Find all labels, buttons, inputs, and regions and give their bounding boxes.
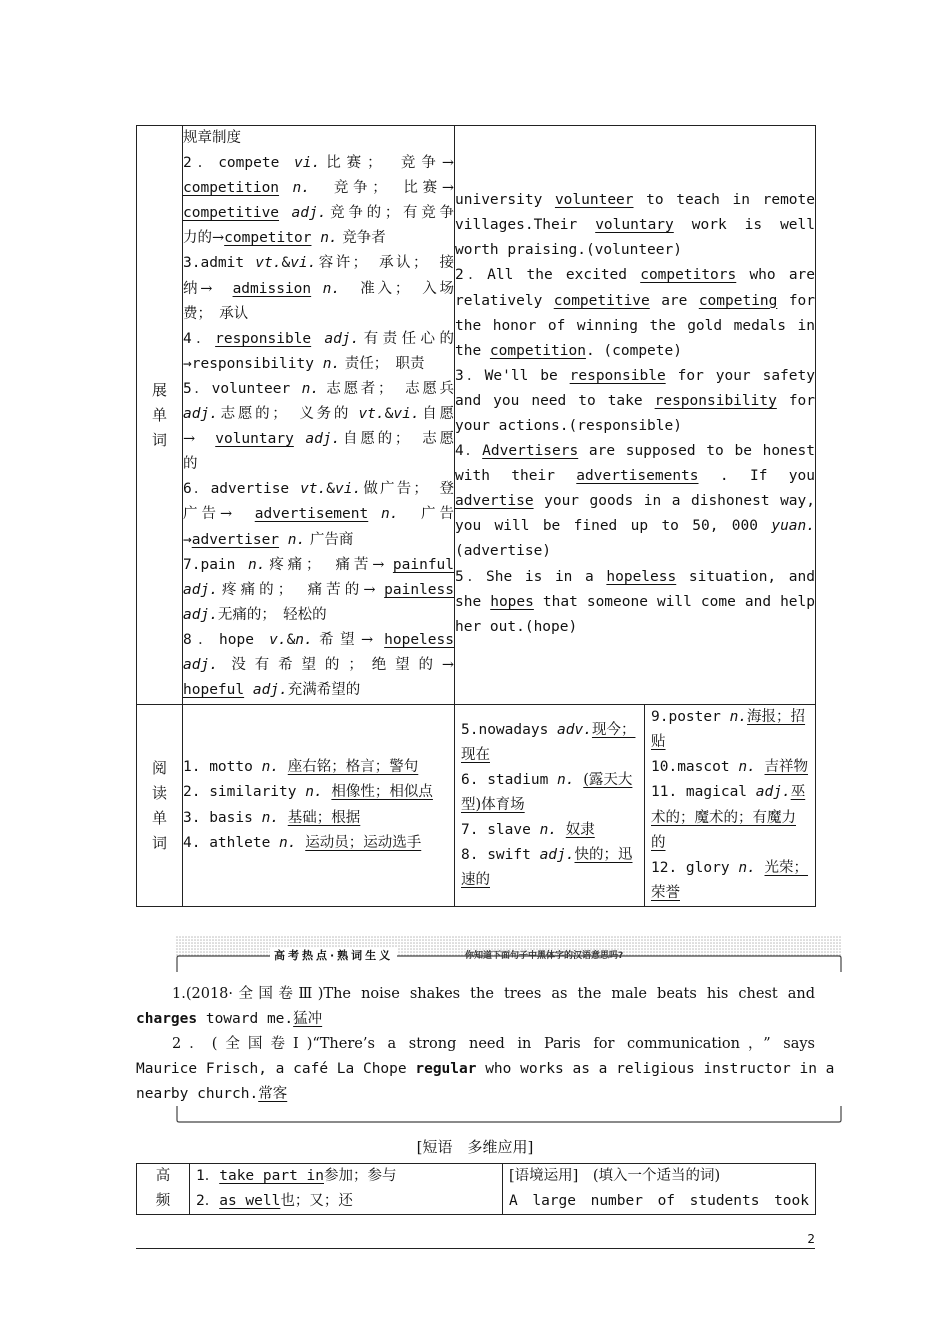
text-line xyxy=(183,126,454,151)
text-span: that someone will come and help xyxy=(533,593,815,610)
text-span: n. xyxy=(380,506,399,523)
text-span: 3.admit xyxy=(183,255,256,272)
text-line xyxy=(183,377,454,402)
text-line xyxy=(183,653,454,678)
text-span: work is well xyxy=(673,217,815,234)
text-span: adj. xyxy=(291,205,327,222)
text-span: v. xyxy=(269,631,287,648)
text-line xyxy=(509,1164,809,1189)
answer-text: volunteer xyxy=(554,192,634,209)
text-line xyxy=(455,590,815,615)
text-span: 力的→ xyxy=(183,230,225,247)
expand-vocab-row xyxy=(137,126,816,705)
text-span xyxy=(756,759,765,775)
text-span: n. xyxy=(557,771,575,788)
answer-text: competitor xyxy=(224,230,312,247)
text-span: to teach in remote xyxy=(633,192,815,209)
category-char: 频 xyxy=(155,1193,171,1209)
text-span: 责任； 职责 xyxy=(340,355,425,372)
text-line xyxy=(183,553,454,578)
text-span: vi. xyxy=(294,155,321,172)
text-span: 11. magical xyxy=(651,784,756,801)
text-line xyxy=(183,151,454,176)
text-line xyxy=(183,578,454,603)
text-span: 疼痛； 痛苦→ xyxy=(265,556,393,573)
text-span: 2. similarity xyxy=(183,784,306,801)
reading-vocab-col1 xyxy=(183,705,455,907)
text-span: & xyxy=(326,481,335,498)
text-span: → xyxy=(183,531,192,548)
text-line xyxy=(461,718,638,743)
text-span: n. xyxy=(729,709,748,726)
text-line xyxy=(455,464,815,489)
hot-topic-body xyxy=(136,982,835,1107)
reading-vocab-category xyxy=(137,705,183,907)
answer-text: Advertisers xyxy=(482,443,579,460)
phrases-right xyxy=(503,1164,816,1215)
text-span: 5．volunteer xyxy=(183,380,302,397)
text-line xyxy=(455,514,815,539)
text-span xyxy=(311,230,320,246)
category-char: 展 xyxy=(151,380,167,399)
text-span: 竞争者 xyxy=(337,230,386,247)
text-span: 6．advertise xyxy=(183,481,301,498)
text-line xyxy=(651,755,809,780)
text-span xyxy=(279,532,288,548)
answer-text: hopeful xyxy=(183,682,245,699)
text-line xyxy=(461,793,638,818)
text-span: n. xyxy=(261,809,280,826)
answer-text: 相像性；相似点 xyxy=(331,784,433,801)
answer-text: 速的 xyxy=(461,872,490,889)
text-line xyxy=(183,427,454,452)
text-span: 6. stadium xyxy=(461,771,558,788)
text-line xyxy=(183,176,454,201)
answer-text: hopes xyxy=(490,593,534,610)
text-line xyxy=(183,628,454,653)
text-span: 志愿的； 义务的 xyxy=(217,406,359,423)
text-span xyxy=(311,331,324,347)
text-span: 1． xyxy=(196,1168,220,1184)
category-char: 读 xyxy=(151,783,167,802)
text-span: nearby church. xyxy=(136,1086,259,1102)
answer-text: responsibility xyxy=(654,392,777,409)
text-line xyxy=(136,982,815,1007)
answer-text: 的 xyxy=(651,834,666,851)
text-span: 充满希望的 xyxy=(287,682,361,699)
text-line xyxy=(455,339,815,364)
hot-topic-subtitle: 你知道下面句子中黑体字的汉语意思吗? xyxy=(465,951,624,961)
text-span: 广告商 xyxy=(305,531,354,548)
text-span: 7.pain xyxy=(183,556,248,573)
text-span xyxy=(756,860,765,876)
text-span xyxy=(557,822,566,838)
text-span: 没有希望的；绝望的→ xyxy=(217,656,454,673)
text-line xyxy=(183,251,454,276)
text-line xyxy=(455,414,815,439)
text-span: 自愿的； 志愿 xyxy=(340,431,455,448)
answer-text: 光荣； xyxy=(764,859,809,876)
text-line xyxy=(183,780,454,805)
text-line xyxy=(183,831,454,856)
text-span: villages.Their xyxy=(455,217,596,234)
text-span xyxy=(244,682,253,698)
text-span: adj. xyxy=(252,682,288,699)
phrases-left xyxy=(190,1164,503,1215)
answer-text: (露天大 xyxy=(583,771,633,788)
text-span: & xyxy=(286,631,296,648)
text-span xyxy=(279,180,292,196)
text-span: 2．All the excited xyxy=(455,267,641,284)
answer-text: painful xyxy=(392,556,455,573)
answer-text: competition xyxy=(183,180,280,197)
text-line xyxy=(455,238,815,263)
text-span: and you need to take xyxy=(455,392,655,409)
answer-text: 现在 xyxy=(461,746,490,763)
text-span: & xyxy=(384,406,394,423)
answer-text: responsible xyxy=(569,367,666,384)
text-line xyxy=(183,327,454,352)
text-line xyxy=(651,730,809,755)
text-span: 2．compete xyxy=(183,155,295,172)
text-line xyxy=(455,314,815,339)
text-span: university xyxy=(455,192,555,209)
text-line xyxy=(461,743,638,768)
text-span: situation, and xyxy=(676,568,815,585)
text-line xyxy=(455,213,815,238)
text-span: 希望→ xyxy=(312,631,385,648)
text-line xyxy=(183,302,454,327)
text-span xyxy=(279,759,288,775)
text-span: you will be fined up to 50, 000 xyxy=(455,518,772,535)
text-span: 竞争的；有竞争 xyxy=(326,205,455,222)
text-span: 规章制度 xyxy=(183,130,241,146)
answer-text: competitive xyxy=(183,205,280,222)
text-span: n. xyxy=(301,380,320,397)
answer-text: 巫 xyxy=(790,784,806,801)
category-char: 单 xyxy=(151,808,167,827)
category-char: 阅 xyxy=(151,758,167,777)
text-line xyxy=(651,705,809,730)
answer-text: 快的；迅 xyxy=(574,847,633,864)
answer-text: as well xyxy=(219,1193,281,1209)
text-span: for your safety xyxy=(665,367,815,384)
answer-text: 奴隶 xyxy=(565,822,595,839)
text-span: 容许； 承认； 接 xyxy=(316,255,455,272)
text-span: & xyxy=(281,255,291,272)
text-span: for xyxy=(777,292,816,309)
text-line xyxy=(183,678,454,703)
text-span: 9.poster xyxy=(651,709,730,726)
text-line xyxy=(651,856,809,881)
hot-topic-title: 高考热点·熟词生义 xyxy=(270,947,397,963)
phrases-table xyxy=(136,1163,816,1215)
text-span: 参加；参与 xyxy=(324,1168,397,1184)
text-line xyxy=(455,188,815,213)
text-line xyxy=(455,439,815,464)
text-span: 3. basis xyxy=(183,809,262,826)
text-span: adj. xyxy=(183,606,218,623)
text-span: 竞争； 比赛→ xyxy=(309,180,454,197)
answer-text: take part in xyxy=(219,1168,324,1184)
text-line xyxy=(183,452,454,477)
text-span: for xyxy=(776,392,816,409)
text-line xyxy=(183,201,454,226)
text-span: 2． xyxy=(196,1193,220,1209)
text-span: n. xyxy=(305,784,323,801)
text-line xyxy=(183,755,454,780)
text-span: adj. xyxy=(183,406,218,423)
text-span: A large number of students took xyxy=(509,1193,809,1209)
text-span: adj. xyxy=(324,330,360,347)
text-line xyxy=(651,780,809,805)
text-span xyxy=(279,810,288,826)
answer-text: hopeless xyxy=(606,568,677,585)
text-span: adj. xyxy=(755,784,791,801)
text-span: n. xyxy=(322,280,341,297)
text-line xyxy=(183,277,454,302)
text-span: 无痛的； 轻松的 xyxy=(217,606,327,623)
text-span: n. xyxy=(287,531,306,548)
phrases-category xyxy=(137,1164,190,1215)
text-span: adj. xyxy=(183,656,218,673)
text-line xyxy=(651,806,809,831)
expand-vocab-right xyxy=(455,126,816,705)
text-line xyxy=(183,502,454,527)
text-span: 12. glory xyxy=(651,859,739,876)
text-span xyxy=(311,281,323,297)
text-span: 志愿者； 志愿兵 xyxy=(319,380,455,397)
answer-text: 常客 xyxy=(258,1086,288,1102)
text-span: relatively xyxy=(455,292,554,309)
text-span: she xyxy=(455,593,491,610)
text-span: 有责任心的 xyxy=(359,330,455,347)
text-span: 也；又；还 xyxy=(280,1193,353,1209)
expand-vocab-left xyxy=(183,126,455,705)
text-span: 8. swift xyxy=(461,847,540,864)
text-span: adj. xyxy=(305,431,341,448)
expand-vocab-category xyxy=(137,126,183,705)
text-span: the honor of winning the gold medals in xyxy=(455,317,815,334)
text-span: 4． xyxy=(455,443,483,460)
text-line xyxy=(196,1189,496,1214)
text-span: vt. xyxy=(300,481,327,498)
text-span: 疼痛的； 痛苦的→ xyxy=(217,581,385,598)
answer-text: 运动员；运动选手 xyxy=(305,834,422,851)
text-span xyxy=(297,835,306,851)
text-span: adj. xyxy=(539,847,575,864)
answer-text: 术的；魔术的；有魔力 xyxy=(651,809,796,826)
text-line xyxy=(136,1032,815,1057)
answer-text: advertisements xyxy=(576,468,699,485)
text-span xyxy=(279,205,291,221)
answer-text: advertise xyxy=(455,493,534,510)
text-span: n. xyxy=(279,834,297,851)
answer-text: painless xyxy=(384,581,454,598)
reading-vocab-col2 xyxy=(455,705,645,907)
text-span: n. xyxy=(292,180,310,197)
text-span: 广告→ xyxy=(183,506,255,523)
text-line xyxy=(455,615,815,640)
text-line xyxy=(461,818,638,843)
text-line xyxy=(196,1164,496,1189)
answer-text: competition xyxy=(489,342,586,359)
text-span: [语境运用] (填入一个适当的词) xyxy=(509,1168,721,1184)
category-char: 词 xyxy=(151,430,167,449)
text-line xyxy=(183,402,454,427)
text-line xyxy=(651,831,809,856)
reading-vocab-col3 xyxy=(645,705,816,907)
text-span: 纳→ xyxy=(183,280,233,297)
answer-text: 现今； xyxy=(591,721,636,738)
answer-text: advertiser xyxy=(191,531,280,548)
text-line xyxy=(461,843,638,868)
text-span: n. xyxy=(261,759,280,776)
text-span: your goods in a dishonest way, xyxy=(533,493,815,510)
text-span: toward me. xyxy=(197,1011,294,1027)
text-span: are supposed to be honest xyxy=(578,443,815,460)
text-span: 5.nowadays xyxy=(461,721,558,738)
category-char: 词 xyxy=(151,833,167,852)
text-span: n. xyxy=(247,556,266,573)
text-span: n. xyxy=(320,230,338,247)
text-line xyxy=(455,263,815,288)
answer-text: voluntary xyxy=(215,431,294,448)
answer-text: responsible xyxy=(215,330,312,347)
answer-text: 型)体育场 xyxy=(461,796,525,813)
text-span xyxy=(368,506,381,522)
text-span: . (compete) xyxy=(585,342,682,359)
text-span: your actions.(responsible) xyxy=(455,418,682,434)
answer-text: voluntary xyxy=(595,217,674,234)
text-span: vi. xyxy=(335,481,362,498)
text-span: 8．hope xyxy=(183,631,270,648)
text-span: Maurice Frisch, a café La Chope xyxy=(136,1061,416,1077)
text-span: adv. xyxy=(557,721,592,738)
text-line xyxy=(136,1057,835,1082)
text-span: . If you xyxy=(698,468,815,485)
text-span: 2．(全国卷Ⅰ)“There’s a strong need in Paris for communication，” says xyxy=(172,1036,815,1052)
text-span: →responsibility xyxy=(183,355,323,372)
answer-text: 座右铭；格言；警句 xyxy=(287,759,419,776)
text-span: with their xyxy=(455,468,577,485)
text-line xyxy=(136,1007,815,1032)
text-span: 1. motto xyxy=(183,759,262,776)
bold-keyword: regular xyxy=(415,1061,477,1077)
text-span: vi. xyxy=(290,255,317,272)
text-line xyxy=(455,364,815,389)
text-line xyxy=(183,806,454,831)
text-line xyxy=(183,528,454,553)
text-span: 4． xyxy=(183,330,216,347)
text-span: 1.(2018·全国卷Ⅲ)The noise shakes the trees as the male beats his chest and xyxy=(172,986,815,1002)
page-number: 2 xyxy=(807,1232,815,1246)
answer-text: 基础；根据 xyxy=(287,809,361,826)
category-char: 高 xyxy=(155,1168,171,1184)
category-char: 单 xyxy=(151,405,167,424)
text-span: 做广告； 登 xyxy=(361,481,455,498)
answer-text: advertisement xyxy=(254,506,369,523)
answer-text: 贴 xyxy=(651,734,666,751)
text-span: n. xyxy=(738,759,756,776)
text-span: 广告 xyxy=(398,506,455,523)
text-span: vt. xyxy=(358,406,385,423)
text-line xyxy=(461,768,638,793)
text-line xyxy=(455,489,815,514)
text-span: the xyxy=(455,342,490,359)
text-span: who are xyxy=(736,267,816,284)
reading-vocab-row xyxy=(137,705,816,907)
text-span: (advertise) xyxy=(455,543,552,560)
text-span: 10.mascot xyxy=(651,759,739,776)
hot-topic-bracket-bottom xyxy=(176,1104,842,1124)
text-span: her out.(hope) xyxy=(455,618,578,635)
text-line xyxy=(509,1189,809,1214)
answer-text: competing xyxy=(698,292,778,309)
text-span: 的 xyxy=(183,456,198,473)
text-span: 7. slave xyxy=(461,822,540,839)
answer-text: 海报；招 xyxy=(747,709,806,726)
answer-text: competitors xyxy=(640,267,737,284)
text-span: 4. athlete xyxy=(183,834,280,851)
text-span: yuan. xyxy=(771,518,815,535)
text-line xyxy=(461,868,638,893)
answer-text: hopeless xyxy=(384,631,454,648)
text-span: 3．We'll be xyxy=(455,367,570,384)
text-line xyxy=(455,289,815,314)
text-span: worth praising.(volunteer) xyxy=(455,242,682,259)
text-line xyxy=(651,881,809,906)
text-line xyxy=(183,477,454,502)
text-line xyxy=(183,226,454,251)
text-span: are xyxy=(649,292,699,309)
text-span: n. xyxy=(322,355,341,372)
text-span xyxy=(294,431,306,447)
text-span: vi. xyxy=(393,406,420,423)
answer-text: 荣誉 xyxy=(651,884,680,901)
text-span: vt. xyxy=(255,255,282,272)
answer-text: 猛冲 xyxy=(293,1011,323,1027)
text-span: 自愿 xyxy=(419,406,455,423)
answer-text: competitive xyxy=(553,292,650,309)
text-span: 5．She is in a xyxy=(455,568,607,585)
text-span: n. xyxy=(539,822,558,839)
text-line xyxy=(183,352,454,377)
footer-rule xyxy=(136,1248,815,1249)
text-span: who works as a religious instructor in a xyxy=(476,1061,835,1077)
text-line xyxy=(455,539,815,564)
text-span: 准入； 入场 xyxy=(340,280,454,297)
text-span xyxy=(575,772,584,788)
text-line xyxy=(183,603,454,628)
vocab-table xyxy=(136,125,816,907)
text-span: n. xyxy=(295,631,313,648)
text-span: adj. xyxy=(183,581,218,598)
text-span: 费； 承认 xyxy=(183,305,249,322)
text-span: → xyxy=(183,431,216,448)
text-line xyxy=(455,565,815,590)
phrases-title: [短语 多维应用] xyxy=(416,1138,534,1156)
text-span: n. xyxy=(738,859,756,876)
bold-keyword: charges xyxy=(136,1011,198,1027)
text-span: 比赛； 竞争→ xyxy=(320,155,454,172)
answer-text: 吉祥物 xyxy=(764,759,809,776)
text-line xyxy=(455,389,815,414)
answer-text: admission xyxy=(232,280,312,297)
